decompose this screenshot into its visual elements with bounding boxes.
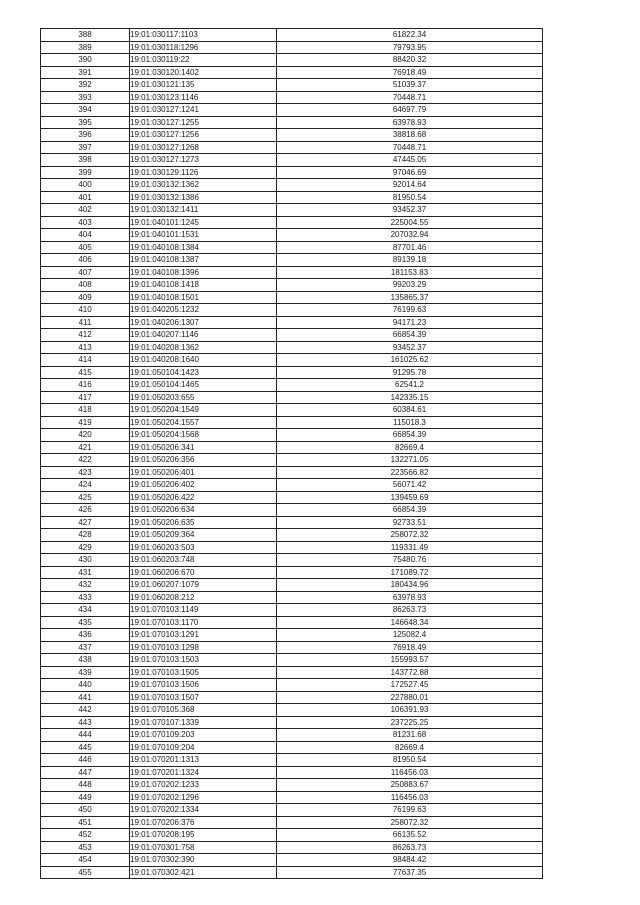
amount-value: 225004.55 (277, 216, 543, 229)
amount-value: 70448.71 (277, 141, 543, 154)
cadastral-number: 19:01:070302:390 (130, 854, 277, 867)
amount-value: 142335.15 (277, 391, 543, 404)
table-row (41, 66, 543, 79)
amount-value: 82669.4 (277, 741, 543, 754)
amount-value: 171089.72 (277, 566, 543, 579)
table-row (41, 541, 543, 554)
table-row (41, 241, 543, 254)
table-row (41, 504, 543, 517)
amount-value: 135865.37 (277, 291, 543, 304)
row-number: 440 (41, 679, 130, 692)
amount-value: 223566.82 (277, 466, 543, 479)
amount-value: 56071.42 (277, 479, 543, 492)
amount-value: 63978.93 (277, 116, 543, 129)
amount-value: 155993.57 (277, 654, 543, 667)
cadastral-number: 19:01:070103:1170 (130, 616, 277, 629)
row-number: 416 (41, 379, 130, 392)
amount-value: 125082.4 (277, 629, 543, 642)
row-number: 412 (41, 329, 130, 342)
row-number: 399 (41, 166, 130, 179)
row-number: 425 (41, 491, 130, 504)
row-number: 403 (41, 216, 130, 229)
table-row (41, 366, 543, 379)
amount-value: 97046.69 (277, 166, 543, 179)
cadastral-number: 19:01:070202:1296 (130, 791, 277, 804)
table-row (41, 616, 543, 629)
row-number: 429 (41, 541, 130, 554)
table-row (41, 79, 543, 92)
amount-value: 75480.76 (277, 554, 543, 567)
amount-value: 258072.32 (277, 816, 543, 829)
table-row (41, 416, 543, 429)
table-row (41, 579, 543, 592)
cadastral-number: 19:01:030119:22 (130, 54, 277, 67)
amount-value: 92014.64 (277, 179, 543, 192)
row-number: 450 (41, 804, 130, 817)
table-row (41, 41, 543, 54)
row-number: 447 (41, 766, 130, 779)
table-row (41, 229, 543, 242)
amount-value: 51039.37 (277, 79, 543, 92)
amount-value: 92733.51 (277, 516, 543, 529)
table-row (41, 479, 543, 492)
table-row (41, 141, 543, 154)
amount-value: 77637.35 (277, 866, 543, 879)
row-number: 404 (41, 229, 130, 242)
table-row (41, 691, 543, 704)
amount-value: 47445.05 (277, 154, 543, 167)
row-number: 419 (41, 416, 130, 429)
amount-value: 70448.71 (277, 91, 543, 104)
row-number: 454 (41, 854, 130, 867)
row-number: 396 (41, 129, 130, 142)
table-row (41, 91, 543, 104)
amount-value: 88420.32 (277, 54, 543, 67)
row-number: 393 (41, 91, 130, 104)
cadastral-number: 19:01:050206:634 (130, 504, 277, 517)
row-number: 451 (41, 816, 130, 829)
table-row (41, 154, 543, 167)
table-row (41, 679, 543, 692)
cadastral-number: 19:01:060203:503 (130, 541, 277, 554)
row-number: 449 (41, 791, 130, 804)
row-number: 445 (41, 741, 130, 754)
amount-value: 76918.49 (277, 641, 543, 654)
amount-value: 106391.93 (277, 704, 543, 717)
row-number: 434 (41, 604, 130, 617)
row-number: 430 (41, 554, 130, 567)
row-number: 406 (41, 254, 130, 267)
cadastral-number: 19:01:070202:1233 (130, 779, 277, 792)
cadastral-number: 19:01:030127:1255 (130, 116, 277, 129)
amount-value: 146648.34 (277, 616, 543, 629)
cadastral-number: 19:01:070109:204 (130, 741, 277, 754)
row-number: 409 (41, 291, 130, 304)
cadastral-number: 19:01:070103:1506 (130, 679, 277, 692)
table-row (41, 716, 543, 729)
data-table (40, 28, 543, 879)
row-number: 446 (41, 754, 130, 767)
row-number: 428 (41, 529, 130, 542)
amount-value: 207032.94 (277, 229, 543, 242)
table-row (41, 354, 543, 367)
cadastral-number: 19:01:050104:1423 (130, 366, 277, 379)
cadastral-number: 19:01:030127:1268 (130, 141, 277, 154)
row-number: 423 (41, 466, 130, 479)
cadastral-number: 19:01:050209:364 (130, 529, 277, 542)
table-row (41, 216, 543, 229)
cadastral-number: 19:01:070103:1149 (130, 604, 277, 617)
row-number: 392 (41, 79, 130, 92)
cadastral-number: 19:01:060208:212 (130, 591, 277, 604)
cadastral-number: 19:01:030129:1126 (130, 166, 277, 179)
amount-value: 76918.49 (277, 66, 543, 79)
amount-value: 115018.3 (277, 416, 543, 429)
row-number: 426 (41, 504, 130, 517)
table-row (41, 591, 543, 604)
amount-value: 66854.39 (277, 329, 543, 342)
amount-value: 93452.37 (277, 341, 543, 354)
cadastral-number: 19:01:040208:1362 (130, 341, 277, 354)
table-row (41, 179, 543, 192)
row-number: 398 (41, 154, 130, 167)
table-row (41, 816, 543, 829)
amount-value: 132271.05 (277, 454, 543, 467)
row-number: 421 (41, 441, 130, 454)
table-row (41, 554, 543, 567)
cadastral-number: 19:01:040108:1501 (130, 291, 277, 304)
table-row (41, 316, 543, 329)
row-number: 415 (41, 366, 130, 379)
amount-value: 62541.2 (277, 379, 543, 392)
cadastral-number: 19:01:040108:1396 (130, 266, 277, 279)
row-number: 395 (41, 116, 130, 129)
table-row (41, 279, 543, 292)
cadastral-number: 19:01:030132:1386 (130, 191, 277, 204)
table-row (41, 404, 543, 417)
table-row (41, 666, 543, 679)
table-row (41, 729, 543, 742)
amount-value: 66854.39 (277, 429, 543, 442)
cadastral-number: 19:01:070103:1507 (130, 691, 277, 704)
cadastral-number: 19:01:030117:1103 (130, 29, 277, 42)
row-number: 452 (41, 829, 130, 842)
table-row (41, 654, 543, 667)
cadastral-number: 19:01:040108:1418 (130, 279, 277, 292)
table-row (41, 54, 543, 67)
cadastral-number: 19:01:050206:341 (130, 441, 277, 454)
row-number: 408 (41, 279, 130, 292)
cadastral-number: 19:01:040101:1245 (130, 216, 277, 229)
cadastral-number: 19:01:040101:1531 (130, 229, 277, 242)
amount-value: 181153.83 (277, 266, 543, 279)
row-number: 436 (41, 629, 130, 642)
cadastral-number: 19:01:070109:203 (130, 729, 277, 742)
table-row (41, 516, 543, 529)
cadastral-number: 19:01:030123:1146 (130, 91, 277, 104)
amount-value: 79793.95 (277, 41, 543, 54)
cadastral-number: 19:01:030127:1241 (130, 104, 277, 117)
row-number: 443 (41, 716, 130, 729)
table-row (41, 291, 543, 304)
table-row (41, 266, 543, 279)
cadastral-number: 19:01:030120:1402 (130, 66, 277, 79)
amount-value: 66135.52 (277, 829, 543, 842)
table-row (41, 304, 543, 317)
table-row (41, 441, 543, 454)
row-number: 418 (41, 404, 130, 417)
table-row (41, 804, 543, 817)
table-row (41, 379, 543, 392)
row-number: 402 (41, 204, 130, 217)
amount-value: 82669.4 (277, 441, 543, 454)
cadastral-number: 19:01:050206:401 (130, 466, 277, 479)
row-number: 422 (41, 454, 130, 467)
row-number: 420 (41, 429, 130, 442)
cadastral-number: 19:01:030132:1411 (130, 204, 277, 217)
table-row (41, 841, 543, 854)
table-row (41, 329, 543, 342)
table-row (41, 29, 543, 42)
cadastral-number: 19:01:040207:1146 (130, 329, 277, 342)
row-number: 389 (41, 41, 130, 54)
table-row (41, 629, 543, 642)
table-row (41, 166, 543, 179)
table-row (41, 566, 543, 579)
cadastral-number: 19:01:050203:655 (130, 391, 277, 404)
table-row (41, 491, 543, 504)
row-number: 391 (41, 66, 130, 79)
table-row (41, 829, 543, 842)
cadastral-number: 19:01:050206:356 (130, 454, 277, 467)
table-row (41, 116, 543, 129)
amount-value: 116456.03 (277, 766, 543, 779)
table-row (41, 529, 543, 542)
cadastral-number: 19:01:070105:368 (130, 704, 277, 717)
amount-value: 227880.01 (277, 691, 543, 704)
cadastral-number: 19:01:070202:1334 (130, 804, 277, 817)
amount-value: 116456.03 (277, 791, 543, 804)
row-number: 435 (41, 616, 130, 629)
table-row (41, 104, 543, 117)
cadastral-number: 19:01:030132:1362 (130, 179, 277, 192)
table-row (41, 466, 543, 479)
amount-value: 143772.88 (277, 666, 543, 679)
row-number: 405 (41, 241, 130, 254)
cadastral-number: 19:01:050206:422 (130, 491, 277, 504)
cadastral-number: 19:01:060203:748 (130, 554, 277, 567)
table-body (41, 29, 543, 879)
cadastral-number: 19:01:050206:635 (130, 516, 277, 529)
row-number: 448 (41, 779, 130, 792)
cadastral-number: 19:01:060206:670 (130, 566, 277, 579)
table-row (41, 391, 543, 404)
table-row (41, 191, 543, 204)
row-number: 427 (41, 516, 130, 529)
row-number: 437 (41, 641, 130, 654)
amount-value: 86263.73 (277, 841, 543, 854)
amount-value: 76199.63 (277, 304, 543, 317)
table-row (41, 754, 543, 767)
cadastral-number: 19:01:050204:1557 (130, 416, 277, 429)
table-row (41, 129, 543, 142)
table-row (41, 766, 543, 779)
table-row (41, 341, 543, 354)
cadastral-number: 19:01:070201:1313 (130, 754, 277, 767)
amount-value: 81950.54 (277, 191, 543, 204)
amount-value: 161025.62 (277, 354, 543, 367)
amount-value: 38818.68 (277, 129, 543, 142)
amount-value: 64697.79 (277, 104, 543, 117)
amount-value: 89139.18 (277, 254, 543, 267)
table-row (41, 779, 543, 792)
cadastral-number: 19:01:040108:1387 (130, 254, 277, 267)
row-number: 441 (41, 691, 130, 704)
table-row (41, 454, 543, 467)
amount-value: 98484.42 (277, 854, 543, 867)
cadastral-number: 19:01:030127:1256 (130, 129, 277, 142)
amount-value: 119331.49 (277, 541, 543, 554)
row-number: 413 (41, 341, 130, 354)
cadastral-number: 19:01:070206:376 (130, 816, 277, 829)
row-number: 455 (41, 866, 130, 879)
row-number: 411 (41, 316, 130, 329)
table-row (41, 429, 543, 442)
table-row (41, 791, 543, 804)
amount-value: 258072.32 (277, 529, 543, 542)
table-row (41, 741, 543, 754)
row-number: 431 (41, 566, 130, 579)
row-number: 410 (41, 304, 130, 317)
amount-value: 66854.39 (277, 504, 543, 517)
amount-value: 93452.37 (277, 204, 543, 217)
row-number: 442 (41, 704, 130, 717)
cadastral-number: 19:01:050204:1568 (130, 429, 277, 442)
amount-value: 180434.96 (277, 579, 543, 592)
row-number: 417 (41, 391, 130, 404)
cadastral-number: 19:01:050206:402 (130, 479, 277, 492)
row-number: 432 (41, 579, 130, 592)
row-number: 424 (41, 479, 130, 492)
row-number: 394 (41, 104, 130, 117)
amount-value: 81231.68 (277, 729, 543, 742)
amount-value: 99203.29 (277, 279, 543, 292)
cadastral-number: 19:01:040208:1640 (130, 354, 277, 367)
row-number: 438 (41, 654, 130, 667)
cadastral-number: 19:01:050104:1465 (130, 379, 277, 392)
amount-value: 237225.25 (277, 716, 543, 729)
cadastral-number: 19:01:040206:1307 (130, 316, 277, 329)
row-number: 444 (41, 729, 130, 742)
amount-value: 60384.61 (277, 404, 543, 417)
table-row (41, 704, 543, 717)
row-number: 390 (41, 54, 130, 67)
amount-value: 76199.63 (277, 804, 543, 817)
cadastral-number: 19:01:070103:1505 (130, 666, 277, 679)
amount-value: 91295.78 (277, 366, 543, 379)
row-number: 439 (41, 666, 130, 679)
amount-value: 81950.54 (277, 754, 543, 767)
row-number: 400 (41, 179, 130, 192)
cadastral-number: 19:01:070208:195 (130, 829, 277, 842)
row-number: 388 (41, 29, 130, 42)
table-row (41, 204, 543, 217)
amount-value: 87701.46 (277, 241, 543, 254)
row-number: 433 (41, 591, 130, 604)
table-row (41, 854, 543, 867)
cadastral-number: 19:01:030127:1273 (130, 154, 277, 167)
cadastral-number: 19:01:070103:1503 (130, 654, 277, 667)
amount-value: 139459.69 (277, 491, 543, 504)
cadastral-number: 19:01:070107:1339 (130, 716, 277, 729)
row-number: 453 (41, 841, 130, 854)
cadastral-number: 19:01:040108:1384 (130, 241, 277, 254)
table-row (41, 604, 543, 617)
cadastral-number: 19:01:070103:1298 (130, 641, 277, 654)
cadastral-number: 19:01:060207:1079 (130, 579, 277, 592)
amount-value: 86263.73 (277, 604, 543, 617)
amount-value: 63978.93 (277, 591, 543, 604)
row-number: 414 (41, 354, 130, 367)
cadastral-number: 19:01:030121:135 (130, 79, 277, 92)
cadastral-number: 19:01:070103:1291 (130, 629, 277, 642)
table-row (41, 254, 543, 267)
amount-value: 250883.67 (277, 779, 543, 792)
row-number: 407 (41, 266, 130, 279)
cadastral-number: 19:01:050204:1549 (130, 404, 277, 417)
amount-value: 172527.45 (277, 679, 543, 692)
row-number: 397 (41, 141, 130, 154)
cadastral-number: 19:01:070201:1324 (130, 766, 277, 779)
cadastral-number: 19:01:030118:1296 (130, 41, 277, 54)
cadastral-number: 19:01:040205:1232 (130, 304, 277, 317)
cadastral-number: 19:01:070301:758 (130, 841, 277, 854)
row-number: 401 (41, 191, 130, 204)
amount-value: 61822.34 (277, 29, 543, 42)
table-row (41, 866, 543, 879)
amount-value: 94171.23 (277, 316, 543, 329)
table-row (41, 641, 543, 654)
cadastral-number: 19:01:070302:421 (130, 866, 277, 879)
